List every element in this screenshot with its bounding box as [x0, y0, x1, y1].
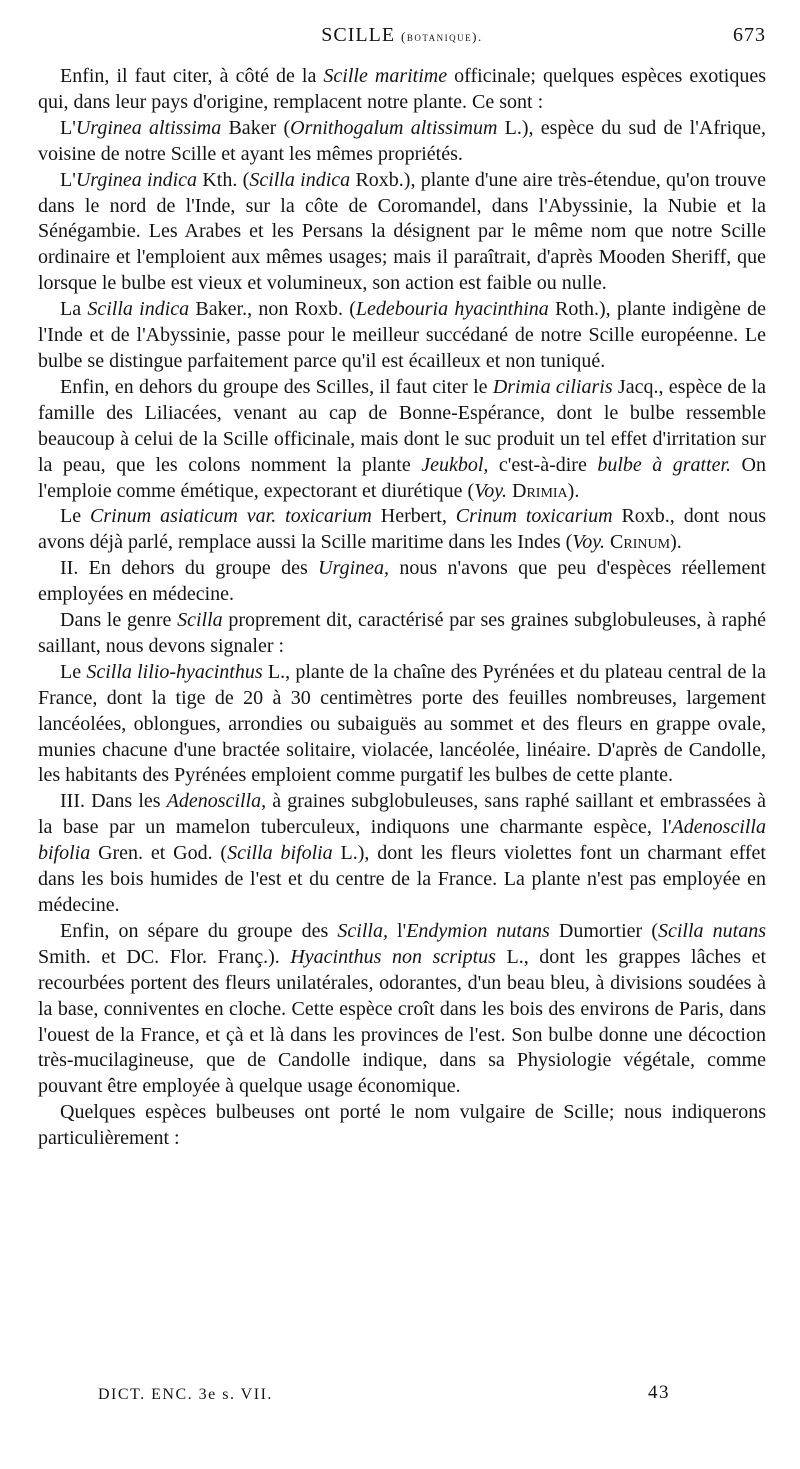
page-footer	[38, 1382, 670, 1410]
printer-signature: DICT. ENC. 3e s. VII.	[98, 1386, 273, 1403]
paragraph: II. En dehors du groupe des Urginea, nous n'avons que peu d'espèces réellement employées en médecine.	[38, 557, 766, 606]
running-title-subtitle: (botanique).	[401, 29, 483, 44]
body-text	[38, 64, 766, 1152]
running-head	[38, 24, 766, 58]
paragraph: III. Dans les Adenoscilla, à graines subglobuleuses, sans raphé saillant et embrassées à la base par un mamelon tuberculeux, indiquons une charmante espèce, l'Adenoscilla bifolia Gren. et God. (Scilla bifolia L.), dont les fleurs violettes font un charmant effet dans les bois humides de l'est et du centre de la France. La plante n'est pas employée en médecine.	[38, 790, 766, 916]
paragraph: L'Urginea altissima Baker (Ornithogalum altissimum L.), espèce du sud de l'Afrique, voisine de notre Scille et ayant les mêmes propriétés.	[38, 116, 767, 165]
paragraph: Quelques espèces bulbeuses ont porté le nom vulgaire de Scille; nous indiquerons particulièrement :	[38, 1101, 766, 1150]
paragraph: Dans le genre Scilla proprement dit, caractérisé par ses graines subglobuleuses, à raphé saillant, nous devons signaler :	[38, 609, 766, 657]
signature-number: 43	[648, 1382, 670, 1403]
page-number: 673	[733, 24, 766, 46]
paragraph: Le Scilla lilio-hyacinthus L., plante de la chaîne des Pyrénées et du plateau central de la France, dont la tige de 20 à 30 centimètres porte des feuilles nombreuses, largement lancéolées, oblongues, arrondies ou subaiguës au sommet et des fleurs en grappe ovale, munies chacune d'une bractée solitaire, violacée, lancéolée, linéaire. D'après de Candolle, les habitants des Pyrénées emploient comme purgatif les bulbes de cette plante.	[38, 660, 766, 787]
paragraph: Enfin, on sépare du groupe des Scilla, l'Endymion nutans Dumortier (Scilla nutans Smith. et DC. Flor. Franç.). Hyacinthus non scriptus L., dont les grappes lâches et recourbées portent des fleurs unilatérales, odorantes, d'un beau bleu, à divisions soudées à la base, conniventes en cloche. Cette espèce croît dans les bois des environs de Paris, dans l'ouest de la France, et çà et là dans les provinces de l'est. Son bulbe donne une décoction très-mucilagineuse, que de Candolle indique, dans sa Physiologie végétale, comme pouvant être employée à quelque usage économique.	[38, 919, 766, 1098]
paragraph: Enfin, il faut citer, à côté de la Scille maritime officinale; quelques espèces exotiques qui, dans leur pays d'origine, remplacent notre plante. Ce sont :	[38, 65, 767, 113]
paragraph: L'Urginea indica Kth. (Scilla indica Roxb.), plante d'une aire très-étendue, qu'on trouve dans le nord de l'Inde, sur la côte de Coromandel, dans l'Abyssinie, la Nubie et la Sénégambie. Les Arabes et les Persans la désignent par le même nom que notre Scille ordinaire et l'emploient aux mêmes usages; mais il paraîtrait, d'après Mooden Sheriff, que lorsque le bulbe est vieux et volumineux, son action est faible ou nulle.	[38, 168, 766, 295]
paragraph: La Scilla indica Baker., non Roxb. (Ledebouria hyacinthina Roth.), plante indigène de l'Inde et de l'Abyssinie, passe pour le meilleur succédané de notre Scille européenne. Le bulbe se distingue parfaitement parce qu'il est écailleux et non tuniqué.	[38, 298, 767, 372]
running-title-main: SCILLE	[321, 24, 396, 46]
paragraph: Enfin, en dehors du groupe des Scilles, il faut citer le Drimia ciliaris Jacq., espèce de la famille des Liliacées, venant au cap de Bonne-Espérance, dont le bulbe ressemble beaucoup à celui de la Scille officinale, mais dont le suc produit un tel effet d'irritation sur la peau, que les colons nomment la plante Jeukbol, c'est-à-dire bulbe à gratter. On l'emploie comme émétique, expectorant et diurétique (Voy. Drimia).	[38, 375, 767, 502]
paragraph: Le Crinum asiaticum var. toxicarium Herbert, Crinum toxicarium Roxb., dont nous avons déjà parlé, remplace aussi la Scille maritime dans les Indes (Voy. Crinum).	[38, 505, 767, 554]
running-title	[38, 24, 766, 47]
